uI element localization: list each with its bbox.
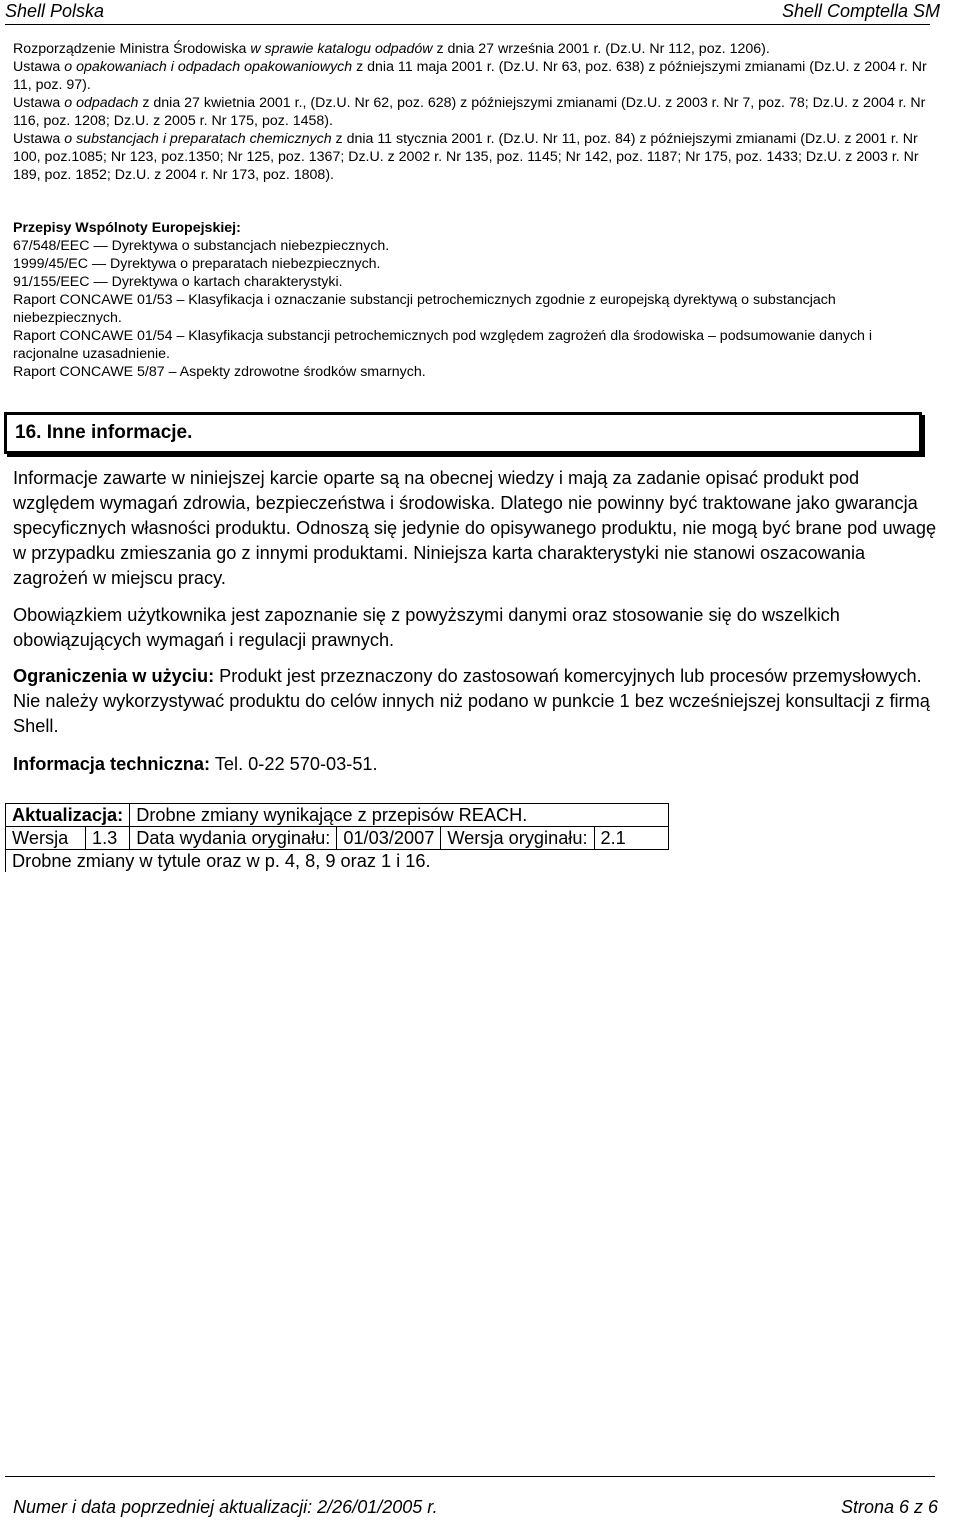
- header-divider: [5, 24, 930, 25]
- table-row: [6, 850, 669, 873]
- footer-divider: [5, 1476, 935, 1477]
- regulation-item: Ustawa o odpadach z dnia 27 kwietnia 2001 r., (Dz.U. Nr 62, poz. 628) z późniejszymi zmianami (Dz.U. z 2003 r. Nr 7, poz. 78; Dz.U. z 2004 r. Nr 116, poz. 1208; Dz.U. z 2005 r. Nr 175, poz. 1458).: [13, 95, 926, 129]
- eu-regulations: [13, 219, 938, 381]
- regulation-item: Ustawa o opakowaniach i odpadach opakowaniowych z dnia 11 maja 2001 r. (Dz.U. Nr 63, poz. 638) z późniejszymi zmianami (Dz.U. z 2004 r. Nr 11, poz. 97).: [13, 59, 927, 93]
- orig-version-label-cell: Wersja oryginału:: [441, 827, 594, 850]
- usage-restrictions-label: Ograniczenia w użyciu:: [13, 666, 215, 686]
- technical-info-text: Tel. 0-22 570-03-51.: [210, 754, 378, 774]
- usage-restrictions-text: Produkt jest przeznaczony do zastosowań komercyjnych lub procesów przemysłowych. Nie należy wykorzystywać produktu do celów innych niż podano w punkcie 1 bez wcześniejszej konsultacji z firmą Shell.: [13, 666, 930, 736]
- info-paragraph: [13, 603, 938, 653]
- table-row: [6, 804, 669, 827]
- info-text: Obowiązkiem użytkownika jest zapoznanie się z powyższymi danymi oraz stosowanie się do wszelkich obowiązujących wymagań i regulacji prawnych.: [13, 605, 840, 650]
- section-title: 16. Inne informacje.: [15, 422, 193, 443]
- section-heading: [4, 412, 922, 454]
- technical-info-label: Informacja techniczna:: [13, 754, 211, 774]
- issue-value-cell: 01/03/2007: [337, 827, 441, 850]
- footer-previous-update: Numer i data poprzedniej aktualizacji: 2/26/01/2005 r.: [13, 1497, 438, 1517]
- version-label-cell: Wersja: [6, 827, 86, 850]
- eu-regulation-item: 67/548/EEC — Dyrektywa o substancjach niebezpiecznych.: [13, 238, 390, 254]
- table-row: [6, 827, 669, 850]
- update-text-cell: Drobne zmiany wynikające z przepisów REACH.: [130, 804, 669, 827]
- revision-table: [5, 803, 669, 872]
- eu-regulation-item: Raport CONCAWE 5/87 – Aspekty zdrowotne środków smarnych.: [13, 364, 426, 380]
- regulation-item: Rozporządzenie Ministra Środowiska w sprawie katalogu odpadów z dnia 27 września 2001 r. (Dz.U. Nr 112, poz. 1206).: [13, 41, 770, 57]
- info-text: Informacje zawarte w niniejszej karcie oparte są na obecnej wiedzy i mają za zadanie opisać produkt pod względem wymagań zdrowia, bezpieczeństwa i środowiska. Dlatego nie powinny być traktowane jako gwarancja specyficznych własności produktu. Odnoszą się jedynie do opisywanego produktu, nie mogą być brane pod uwagę w przypadku zmieszania go z innymi produktami. Niniejsza karta charakterystyki nie stanowi oszacowania zagrożeń w miejscu pracy.: [13, 468, 937, 588]
- usage-restrictions: [13, 664, 938, 739]
- eu-regulation-item: Raport CONCAWE 01/54 – Klasyfikacja substancji petrochemicznych pod względem zagrożeń dla środowiska – podsumowanie danych i racjonalne uzasadnienie.: [13, 328, 873, 362]
- eu-regulation-item: 91/155/EEC — Dyrektywa o kartach charakterystyki.: [13, 274, 343, 290]
- header-company: Shell Polska: [5, 1, 105, 21]
- header-product: Shell Comptella SM: [781, 1, 940, 21]
- page-header: [0, 0, 960, 22]
- orig-version-value-cell: 2.1: [594, 827, 668, 850]
- update-label: Aktualizacja:: [12, 805, 124, 825]
- eu-regulation-item: 1999/45/EC — Dyrektywa o preparatach niebezpiecznych.: [13, 256, 381, 272]
- revision-note-cell: Drobne zmiany w tytule oraz w p. 4, 8, 9 oraz 1 i 16.: [6, 850, 669, 873]
- page-number: Strona 6 z 6: [840, 1497, 938, 1517]
- eu-regulation-item: Raport CONCAWE 01/53 – Klasyfikacja i oznaczanie substancji petrochemicznych zgodnie z europejską dyrektywą o substancjach niebezpiecznych.: [13, 292, 836, 326]
- technical-info: [13, 752, 938, 777]
- version-value-cell: 1.3: [85, 827, 129, 850]
- issue-label-cell: Data wydania oryginału:: [130, 827, 337, 850]
- regulations-list: [13, 40, 938, 184]
- eu-regulations-title: Przepisy Wspólnoty Europejskiej:: [13, 220, 241, 236]
- update-label-cell: [6, 804, 130, 827]
- regulation-item: Ustawa o substancjach i preparatach chemicznych z dnia 11 stycznia 2001 r. (Dz.U. Nr 11, poz. 84) z późniejszymi zmianami (Dz.U. z 2001 r. Nr 100, poz.1085; Nr 123, poz.1350; Nr 125, poz. 1367; Dz.U. z 2002 r. Nr 135, poz. 1145; Nr 142, poz. 1187; Nr 175, poz. 1433; Dz.U. z 2003 r. Nr 189, poz. 1852; Dz.U. z 2004 r. Nr 173, poz. 1808).: [13, 131, 919, 183]
- info-paragraph: [13, 466, 938, 591]
